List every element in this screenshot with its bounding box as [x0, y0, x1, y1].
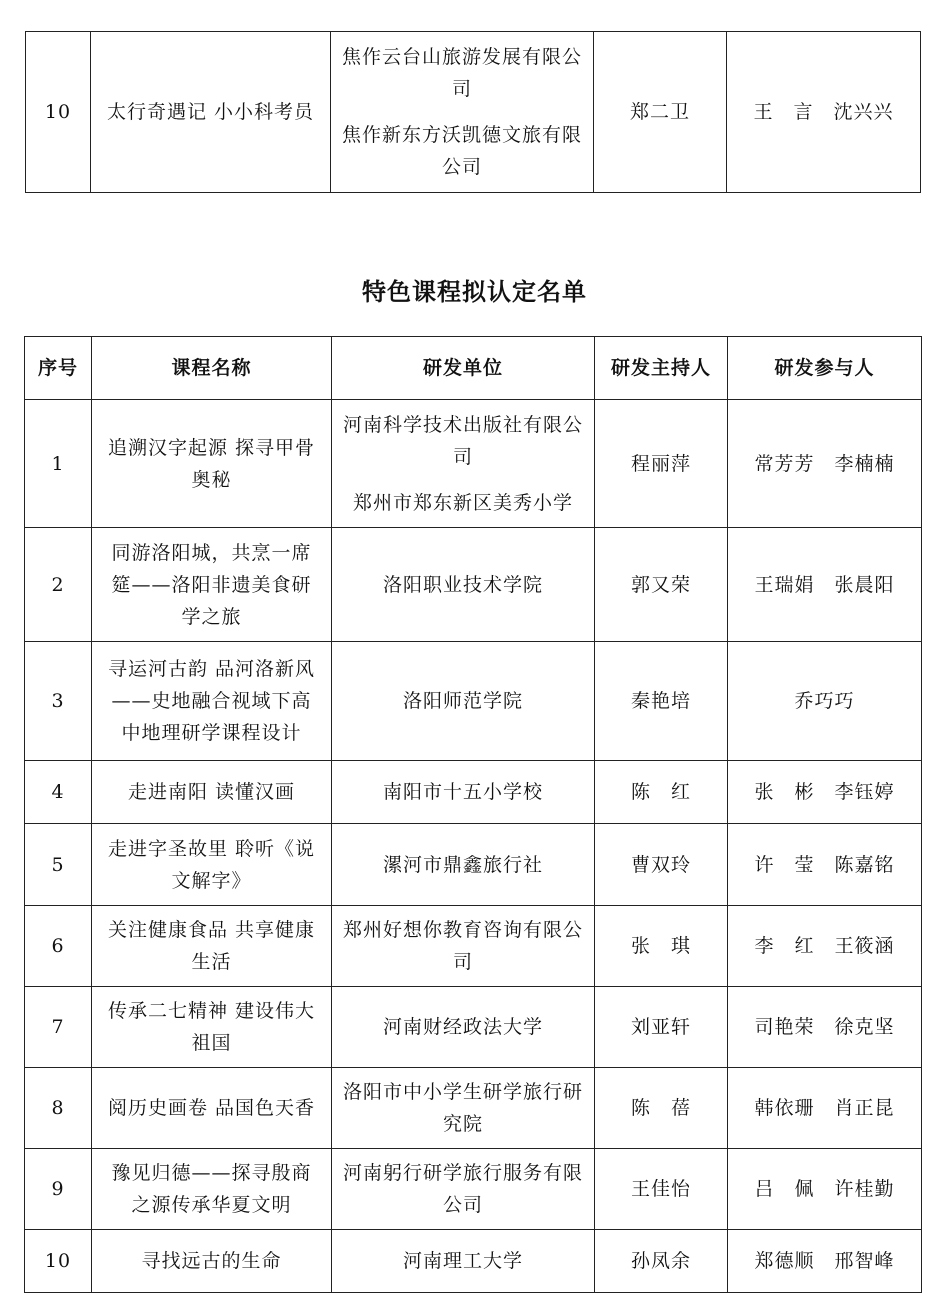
row-index: 7 — [25, 987, 92, 1068]
host-name: 陈 红 — [595, 761, 728, 824]
table-row — [25, 1230, 922, 1293]
header-course: 课程名称 — [92, 337, 332, 400]
table-row — [25, 1149, 922, 1230]
table-row — [25, 906, 922, 987]
row-index: 1 — [25, 400, 92, 528]
development-unit — [331, 32, 594, 193]
row-index: 10 — [25, 1230, 92, 1293]
participant-names: 常芳芳 李楠楠 — [728, 400, 922, 528]
previous-course-table — [25, 31, 921, 193]
row-index: 8 — [25, 1068, 92, 1149]
section-title: 特色课程拟认定名单 — [362, 278, 587, 306]
course-name: 追溯汉字起源 探寻甲骨奥秘 — [92, 400, 332, 528]
participant-names: 许 莹 陈嘉铭 — [728, 824, 922, 906]
development-unit: 洛阳市中小学生研学旅行研究院 — [332, 1068, 595, 1149]
participant-names: 乔巧巧 — [728, 642, 922, 761]
course-list-table — [24, 336, 922, 1293]
course-name: 寻运河古韵 品河洛新风——史地融合视域下高中地理研学课程设计 — [92, 642, 332, 761]
table-row — [25, 642, 922, 761]
development-unit: 洛阳职业技术学院 — [332, 528, 595, 642]
table-row — [25, 400, 922, 528]
course-name: 同游洛阳城，共烹一席筵——洛阳非遗美食研学之旅 — [92, 528, 332, 642]
header-index: 序号 — [25, 337, 92, 400]
participant-names: 李 红 王筱涵 — [728, 906, 922, 987]
participant-names: 王瑞娟 张晨阳 — [728, 528, 922, 642]
header-unit: 研发单位 — [332, 337, 595, 400]
unit-name: 河南科学技术出版社有限公司 — [342, 413, 583, 468]
course-name: 走进字圣故里 聆听《说文解字》 — [92, 824, 332, 906]
table-row — [25, 761, 922, 824]
course-name: 传承二七精神 建设伟大祖国 — [92, 987, 332, 1068]
unit-name: 焦作云台山旅游发展有限公司 — [341, 46, 582, 100]
table-row — [25, 528, 922, 642]
development-unit — [332, 400, 595, 528]
unit-name: 郑州市郑东新区美秀小学 — [352, 491, 573, 514]
course-name: 关注健康食品 共享健康生活 — [92, 906, 332, 987]
course-name: 太行奇遇记 小小科考员 — [91, 32, 331, 193]
participant-names: 韩依珊 肖正昆 — [728, 1068, 922, 1149]
host-name: 张 琪 — [595, 906, 728, 987]
course-name: 阅历史画卷 品国色天香 — [92, 1068, 332, 1149]
development-unit: 郑州好想你教育咨询有限公司 — [332, 906, 595, 987]
row-index: 5 — [25, 824, 92, 906]
host-name: 曹双玲 — [595, 824, 728, 906]
participant-names: 王 言 沈兴兴 — [727, 32, 921, 193]
header-host: 研发主持人 — [595, 337, 728, 400]
unit-name: 焦作新东方沃凯德文旅有限公司 — [341, 124, 582, 178]
host-name: 郑二卫 — [594, 32, 727, 193]
participant-names: 吕 佩 许桂勤 — [728, 1149, 922, 1230]
table-row — [25, 1068, 922, 1149]
development-unit: 洛阳师范学院 — [332, 642, 595, 761]
participant-names: 张 彬 李钰婷 — [728, 761, 922, 824]
row-index: 4 — [25, 761, 92, 824]
table-row — [25, 987, 922, 1068]
row-index: 9 — [25, 1149, 92, 1230]
row-index: 2 — [25, 528, 92, 642]
table-row — [26, 32, 921, 193]
development-unit: 河南躬行研学旅行服务有限公司 — [332, 1149, 595, 1230]
host-name: 程丽萍 — [595, 400, 728, 528]
development-unit: 南阳市十五小学校 — [332, 761, 595, 824]
development-unit: 漯河市鼎鑫旅行社 — [332, 824, 595, 906]
development-unit: 河南财经政法大学 — [332, 987, 595, 1068]
development-unit: 河南理工大学 — [332, 1230, 595, 1293]
row-index: 6 — [25, 906, 92, 987]
row-index: 10 — [26, 32, 91, 193]
course-name: 寻找远古的生命 — [92, 1230, 332, 1293]
host-name: 郭又荣 — [595, 528, 728, 642]
host-name: 王佳怡 — [595, 1149, 728, 1230]
participant-names: 郑德顺 邢智峰 — [728, 1230, 922, 1293]
header-participants: 研发参与人 — [728, 337, 922, 400]
table-row — [25, 824, 922, 906]
host-name: 陈 蓓 — [595, 1068, 728, 1149]
participant-names: 司艳荣 徐克坚 — [728, 987, 922, 1068]
course-name: 豫见归德——探寻殷商之源传承华夏文明 — [92, 1149, 332, 1230]
course-name: 走进南阳 读懂汉画 — [92, 761, 332, 824]
host-name: 秦艳培 — [595, 642, 728, 761]
host-name: 孙凤余 — [595, 1230, 728, 1293]
host-name: 刘亚轩 — [595, 987, 728, 1068]
header-row — [25, 337, 922, 400]
row-index: 3 — [25, 642, 92, 761]
